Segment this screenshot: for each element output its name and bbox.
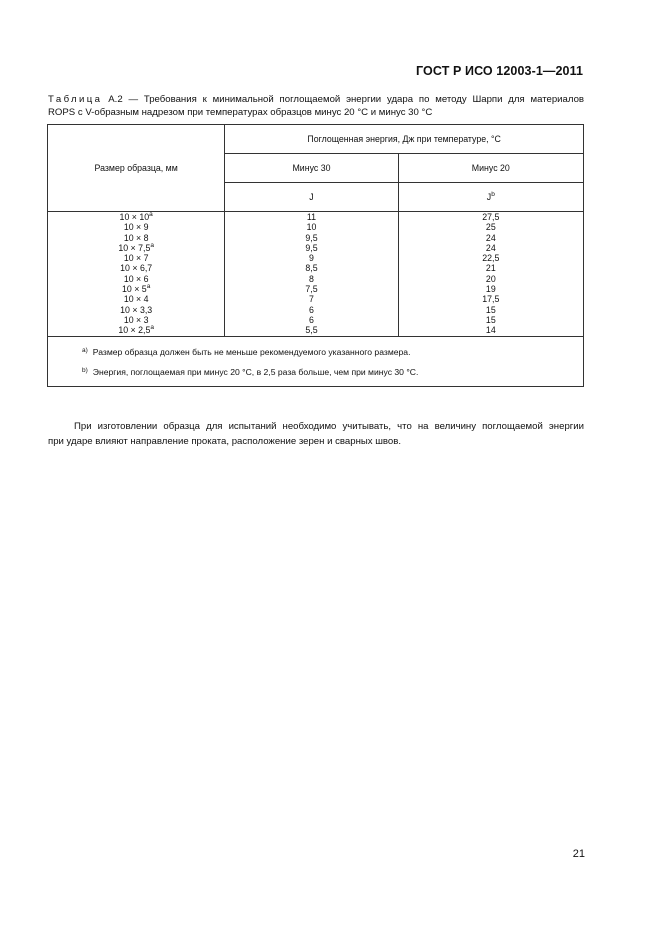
charpy-energy-table: [47, 124, 584, 387]
minus20-cell: 14: [485, 325, 496, 336]
caption-line-2: ROPS с V-образным надрезом при температурах образцов минус 20 °С и минус 30 °С: [48, 107, 433, 118]
minus30-cell: 11: [306, 212, 317, 222]
body-paragraph: [48, 419, 584, 449]
minus30-cell: 6: [309, 314, 314, 325]
minus20-cell: 27,5: [482, 212, 500, 222]
size-cell: [48, 243, 224, 253]
caption-label: Таблица: [48, 94, 103, 105]
size-value: 10 × 2,5: [118, 325, 151, 336]
minus30-column: [225, 212, 398, 337]
size-cell: [48, 222, 224, 232]
minus30-cell: 7,5: [305, 284, 318, 295]
size-cell: [48, 325, 224, 335]
unit-minus20-footnote-mark: b: [491, 191, 495, 198]
size-value: 10 × 4: [123, 294, 149, 305]
unit-minus20: [398, 183, 583, 212]
footnote-b-mark: b): [82, 366, 88, 374]
size-column: [48, 212, 225, 337]
size-cell: [48, 274, 224, 284]
table-notes: [48, 336, 584, 386]
size-value: 10 × 3: [123, 314, 149, 325]
column-header-size: Размер образца, мм: [48, 125, 225, 212]
minus20-cell: 19: [485, 284, 496, 295]
size-footnote-mark: a: [146, 283, 151, 291]
size-value: 10 × 10: [119, 212, 150, 222]
size-footnote-mark: a: [150, 324, 154, 332]
minus20-cell: 24: [485, 242, 496, 253]
paragraph-line-2: при ударе влияют направление проката, расположение зерен и сварных швов.: [48, 436, 402, 447]
size-value: 10 × 7,5: [118, 242, 151, 253]
size-cell: [48, 233, 224, 243]
size-footnote-mark: a: [149, 211, 153, 218]
minus30-cell: 8,5: [305, 263, 318, 274]
paragraph-line-1: При изготовлении образца для испытаний необходимо учитывать, что на величину поглощаемой энергии: [74, 421, 584, 432]
footnote-a-mark: a): [82, 346, 88, 354]
footnote-a: [82, 345, 583, 358]
footnote-b-text: Энергия, поглощаемая при минус 20 °С, в 2,5 раза больше, чем при минус 30 °С.: [92, 366, 419, 377]
size-cell: [48, 315, 224, 325]
size-value: 10 × 6,7: [120, 263, 153, 274]
caption-number: А.2: [108, 94, 123, 105]
size-cell: [48, 212, 224, 222]
minus20-cell: 20: [485, 273, 496, 284]
size-cell: [48, 263, 224, 273]
minus30-cell: 5,5: [305, 325, 318, 336]
minus20-cell: 25: [485, 222, 496, 233]
caption-title: — Требования к минимальной поглощаемой энергии удара по методу Шарпи для материалов: [128, 94, 585, 105]
minus30-cell: 7: [309, 294, 314, 305]
minus20-cell: 15: [485, 314, 496, 325]
size-value: 10 × 7: [123, 253, 149, 264]
column-header-minus30: Минус 30: [225, 154, 398, 183]
column-header-minus20: Минус 20: [398, 154, 583, 183]
minus30-cell: 8: [309, 273, 314, 284]
size-value: 10 × 3,3: [120, 304, 153, 315]
footnote-a-text: Размер образца должен быть не меньше рекомендуемого указанного размера.: [92, 346, 411, 357]
size-value: 10 × 9: [123, 222, 149, 233]
size-cell: [48, 294, 224, 304]
minus20-cell: 21: [485, 263, 496, 274]
minus20-column: [398, 212, 583, 337]
minus30-cell: 9: [309, 253, 314, 264]
document-header: ГОСТ Р ИСО 12003-1—2011: [416, 64, 583, 78]
minus30-cell: 9,5: [305, 232, 318, 243]
minus30-cell: 10: [306, 222, 317, 233]
unit-minus20-label: J: [486, 192, 492, 202]
footnote-b: [82, 365, 583, 378]
size-cell: [48, 284, 224, 294]
size-value: 10 × 5: [122, 284, 147, 295]
caption-line-1: [48, 93, 584, 106]
size-value: 10 × 8: [123, 232, 149, 243]
page-number: 21: [572, 848, 585, 860]
minus20-cell: 15: [485, 304, 496, 315]
size-value: 10 × 6: [123, 273, 149, 284]
minus30-cell: 9,5: [305, 242, 318, 253]
size-footnote-mark: a: [150, 241, 154, 249]
unit-minus30: J: [225, 183, 398, 212]
size-cell: [48, 305, 224, 315]
table-caption: [48, 93, 584, 119]
minus20-cell: 24: [485, 232, 496, 243]
minus20-cell: 17,5: [482, 294, 500, 305]
column-header-energy: Поглощенная энергия, Дж при температуре, °С: [225, 125, 584, 154]
size-cell: [48, 253, 224, 263]
minus30-cell: 6: [309, 304, 314, 315]
minus20-cell: 22,5: [482, 253, 500, 264]
